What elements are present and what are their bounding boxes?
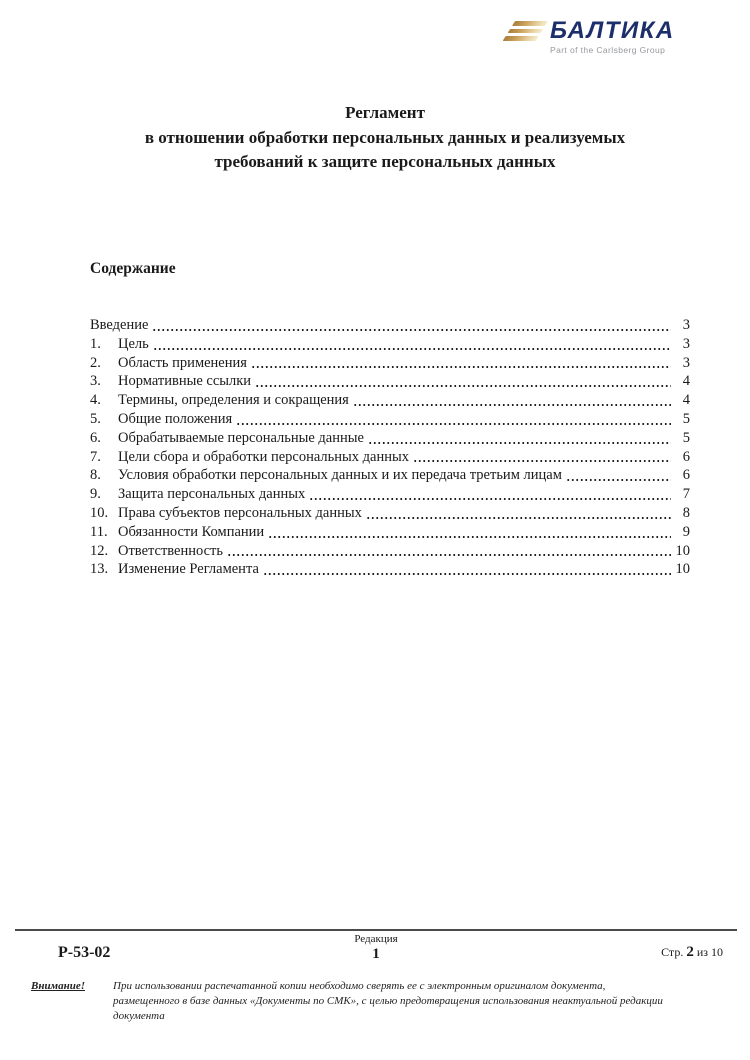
toc-page-number: 5 (682, 429, 690, 446)
toc-leader-dots (566, 479, 671, 481)
toc-title: Изменение Регламента (118, 561, 259, 578)
toc-title: Защита персональных данных (118, 486, 306, 503)
toc-entry (90, 560, 690, 579)
toc-number: 3. (90, 373, 101, 390)
toc-entry (90, 335, 690, 354)
toc-title: Область применения (118, 354, 247, 371)
toc-leader-dots (309, 498, 671, 500)
baltika-logo (509, 19, 675, 55)
revision-label: Редакция (354, 933, 398, 945)
toc-leader-dots (251, 366, 671, 368)
toc-title: Обрабатываемые персональные данные (118, 429, 364, 446)
toc-leader-dots (263, 573, 671, 575)
page-indicator (502, 931, 737, 961)
toc-page-number: 10 (675, 561, 690, 578)
toc-page-number: 10 (675, 542, 690, 559)
toc-entry (90, 316, 690, 335)
toc-number: 1. (90, 335, 101, 352)
toc-number: 6. (90, 429, 101, 446)
toc-title: Термины, определения и сокращения (118, 392, 349, 409)
warning-label: Внимание! (31, 980, 85, 992)
toc-page-number: 8 (682, 504, 690, 521)
toc-page-number: 3 (682, 354, 690, 371)
doc-code: Р-53-02 (58, 944, 111, 961)
toc-entry (90, 391, 690, 410)
toc-leader-dots (152, 329, 671, 331)
warning-text: При использовании распечатанной копии необходимо сверять ее с электронным оригиналом документа, размещенного в базе данных «Документы по СМК», с целью предотвращения использования неактуальной редакции документа (113, 980, 663, 1022)
toc-leader-dots (368, 442, 671, 444)
toc-page-number: 5 (682, 410, 690, 427)
toc-title: Права субъектов персональных данных (118, 504, 362, 521)
toc-entry (90, 410, 690, 429)
toc-entry (90, 485, 690, 504)
toc-page-number: 4 (682, 373, 690, 390)
toc-heading: Содержание (90, 260, 176, 277)
toc-page-number: 6 (682, 448, 690, 465)
warning-note (31, 979, 679, 1024)
toc-number: 4. (90, 392, 101, 409)
toc-number: 5. (90, 410, 101, 427)
toc-page-number: 9 (682, 523, 690, 540)
toc-number: 8. (90, 467, 101, 484)
toc-leader-dots (236, 423, 671, 425)
waves-icon (503, 21, 548, 41)
toc-title: Цели сбора и обработки персональных данных (118, 448, 409, 465)
title-line-3: требований к защите персональных данных (214, 152, 556, 171)
toc-leader-dots (153, 348, 671, 350)
toc-title: Нормативные ссылки (118, 373, 252, 390)
toc-number: 9. (90, 486, 101, 503)
document-title (75, 101, 695, 175)
title-line-1: Регламент (345, 103, 425, 122)
footer (15, 929, 737, 963)
toc-leader-dots (227, 554, 671, 556)
page-suffix: из 10 (696, 945, 723, 959)
toc-entry (90, 429, 690, 448)
toc-entry (90, 504, 690, 523)
toc-number: 7. (90, 448, 101, 465)
page-prefix: Стр. (661, 945, 684, 959)
brand-name: БАЛТИКА (550, 17, 675, 44)
toc-entry (90, 372, 690, 391)
toc-page-number: 3 (682, 335, 690, 352)
toc-entry (90, 448, 690, 467)
revision-number: 1 (372, 946, 380, 962)
toc-page-number: 3 (682, 317, 690, 333)
toc-number: 2. (90, 354, 101, 371)
toc-title: Введение (90, 317, 149, 333)
toc-number: 10. (90, 504, 109, 521)
toc-entry (90, 354, 690, 373)
toc-title: Цель (118, 335, 149, 352)
toc-leader-dots (413, 460, 671, 462)
brand-tagline: Part of the Carlsberg Group (550, 45, 666, 55)
toc-number: 13. (90, 561, 109, 578)
toc-number: 11. (90, 523, 108, 540)
toc-title: Ответственность (118, 542, 224, 559)
title-line-2: в отношении обработки персональных данных и реализуемых (144, 127, 626, 147)
toc-leader-dots (268, 536, 671, 538)
toc-entry (90, 466, 690, 485)
toc-leader-dots (353, 404, 671, 406)
toc-leader-dots (366, 517, 671, 519)
toc-page-number: 6 (682, 467, 690, 484)
toc-title: Обязанности Компании (118, 523, 265, 540)
toc-title: Общие положения (118, 410, 233, 427)
toc-page-number: 7 (682, 486, 690, 503)
toc-page-number: 4 (682, 392, 690, 409)
table-of-contents (90, 316, 690, 579)
toc-entry (90, 523, 690, 542)
toc-title: Условия обработки персональных данных и их передача третьим лицам (118, 467, 562, 484)
toc-leader-dots (255, 385, 671, 387)
page-current: 2 (686, 944, 694, 960)
toc-entry (90, 542, 690, 561)
toc-number: 12. (90, 542, 109, 559)
